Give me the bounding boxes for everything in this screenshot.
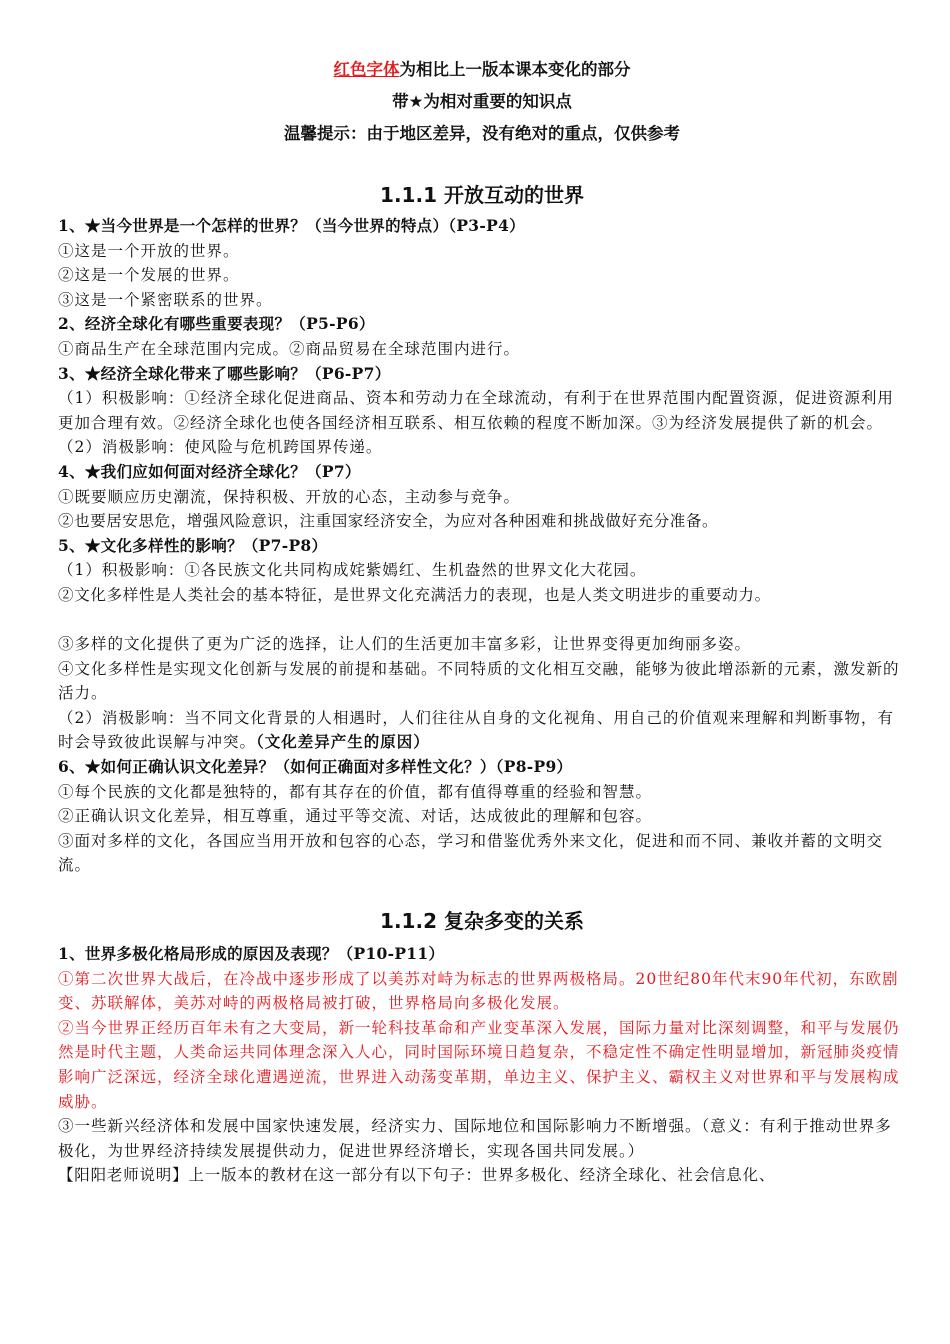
answer-1-6-b: ②正确认识文化差异，相互尊重，通过平等交流、对话，达成彼此的理解和包容。 [58,807,653,826]
question-1-2: 2、经济全球化有哪些重要表现？（P5-P6） [58,314,375,334]
answer-1-5-a: （1）积极影响：①各民族文化共同构成姹紫嫣红、生机盎然的世界文化大花园。 [58,561,647,580]
question-1-1: 1、★当今世界是一个怎样的世界？（当今世界的特点）（P3-P4） [58,216,525,235]
answer-1-5-e-text: （2）消极影响：当不同文化背景的人相遇时，人们往往从自身的文化视角、用自己的价值观来理解和判断事物，有时会导致彼此误解与冲突。 [58,708,894,752]
answer-1-2-a: ①商品生产在全球范围内完成。②商品贸易在全球范围内进行。 [58,339,521,358]
section-1-title: 1.1.1 开放互动的世界 [380,183,584,207]
answer-1-5-b: ②文化多样性是人类社会的基本特征，是世界文化充满活力的表现，也是人类文明进步的重要动力。 [58,585,771,604]
answer-2-1-c: ③一些新兴经济体和发展中国家快速发展，经济实力、国际地位和国际影响力不断增强。（意义：有利于推动世界多极化，为世界经济持续发展提供动力，促进世界经济增长，实现各国共同发展。） [58,1117,892,1160]
answer-1-3-a: （1）积极影响：①经济全球化促进商品、资本和劳动力在全球流动，有利于在世界范围内配置资源，促进资源利用更加合理有效。②经济全球化也使各国经济相互联系、相互依赖的程度不断加深。③为经济发展提供了新的机会。 [58,389,894,432]
question-1-6: 6、★如何正确认识文化差异？（如何正确面对多样性文化？）（P8-P9） [58,757,573,777]
header-line-1-rest: 为相比上一版本课本变化的部分 [399,60,631,79]
answer-2-1-a: ①第二次世界大战后，在冷战中逐步形成了以美苏对峙为标志的世界两极格局。20世纪80年代末90年代初，东欧剧变、苏联解体，美苏对峙的两极格局被打破，世界格局向多极化发展。 [58,969,899,1013]
header-line-2: 带★为相对重要的知识点 [392,92,572,111]
answer-1-5-e [58,706,906,755]
blank-line [58,608,906,633]
question-2-1: 1、世界多极化格局形成的原因及表现？（P10-P11） [58,944,445,964]
answer-1-3-b: （2）消极影响：使风险与危机跨国界传递。 [58,438,383,457]
answer-1-1-c: ③这是一个紧密联系的世界。 [58,290,273,309]
teacher-note: 【阳阳老师说明】上一版本的教材在这一部分有以下句子：世界多极化、经济全球化、社会信息化、 [58,1166,776,1185]
header-line-3: 温馨提示：由于地区差异，没有绝对的重点，仅供参考 [284,124,680,143]
answer-1-6-c: ③面对多样的文化，各国应当用开放和包容的心态，学习和借鉴优秀外来文化，促进和而不同、兼收并蓄的文明交流。 [58,831,884,875]
answer-1-4-a: ①既要顺应历史潮流，保持积极、开放的心态，主动参与竞争。 [58,487,521,506]
question-1-3: 3、★经济全球化带来了哪些影响？（P6-P7） [58,363,391,383]
answer-1-1-a: ①这是一个开放的世界。 [58,241,240,260]
answer-2-1-b: ②当今世界正经历百年未有之大变局，新一轮科技革命和产业变革深入发展，国际力量对比深刻调整，和平与发展仍然是时代主题，人类命运共同体理念深入人心，同时国际环境日趋复杂，不稳定性不确定性明显增加，新冠肺炎疫情影响广泛深远，经济全球化遭遇逆流，世界进入动荡变革期，单边主义、保护主义、霸权主义对世界和平与发展构成威胁。 [58,1018,900,1111]
header-red-label: 红色字体 [333,60,400,79]
section-2-title: 1.1.2 复杂多变的关系 [380,909,584,934]
question-1-5: 5、★文化多样性的影响？（P7-P8） [58,535,328,555]
header-line-1 [58,60,906,80]
answer-1-1-b: ②这是一个发展的世界。 [58,266,240,285]
answer-1-5-c: ③多样的文化提供了更为广泛的选择，让人们的生活更加丰富多彩，让世界变得更加绚丽多姿。 [58,635,752,654]
question-1-4: 4、★我们应如何面对经济全球化？（P7） [58,461,361,481]
answer-1-5-e-bold: （文化差异产生的原因） [256,732,430,752]
answer-1-5-d: ④文化多样性是实现文化创新与发展的前提和基础。不同特质的文化相互交融，能够为彼此增添新的元素，激发新的活力。 [58,659,900,703]
answer-1-4-b: ②也要居安思危，增强风险意识，注重国家经济安全，为应对各种困难和挑战做好充分准备。 [58,512,719,531]
answer-1-6-a: ①每个民族的文化都是独特的，都有其存在的价值，都有值得尊重的经验和智慧。 [58,782,653,801]
